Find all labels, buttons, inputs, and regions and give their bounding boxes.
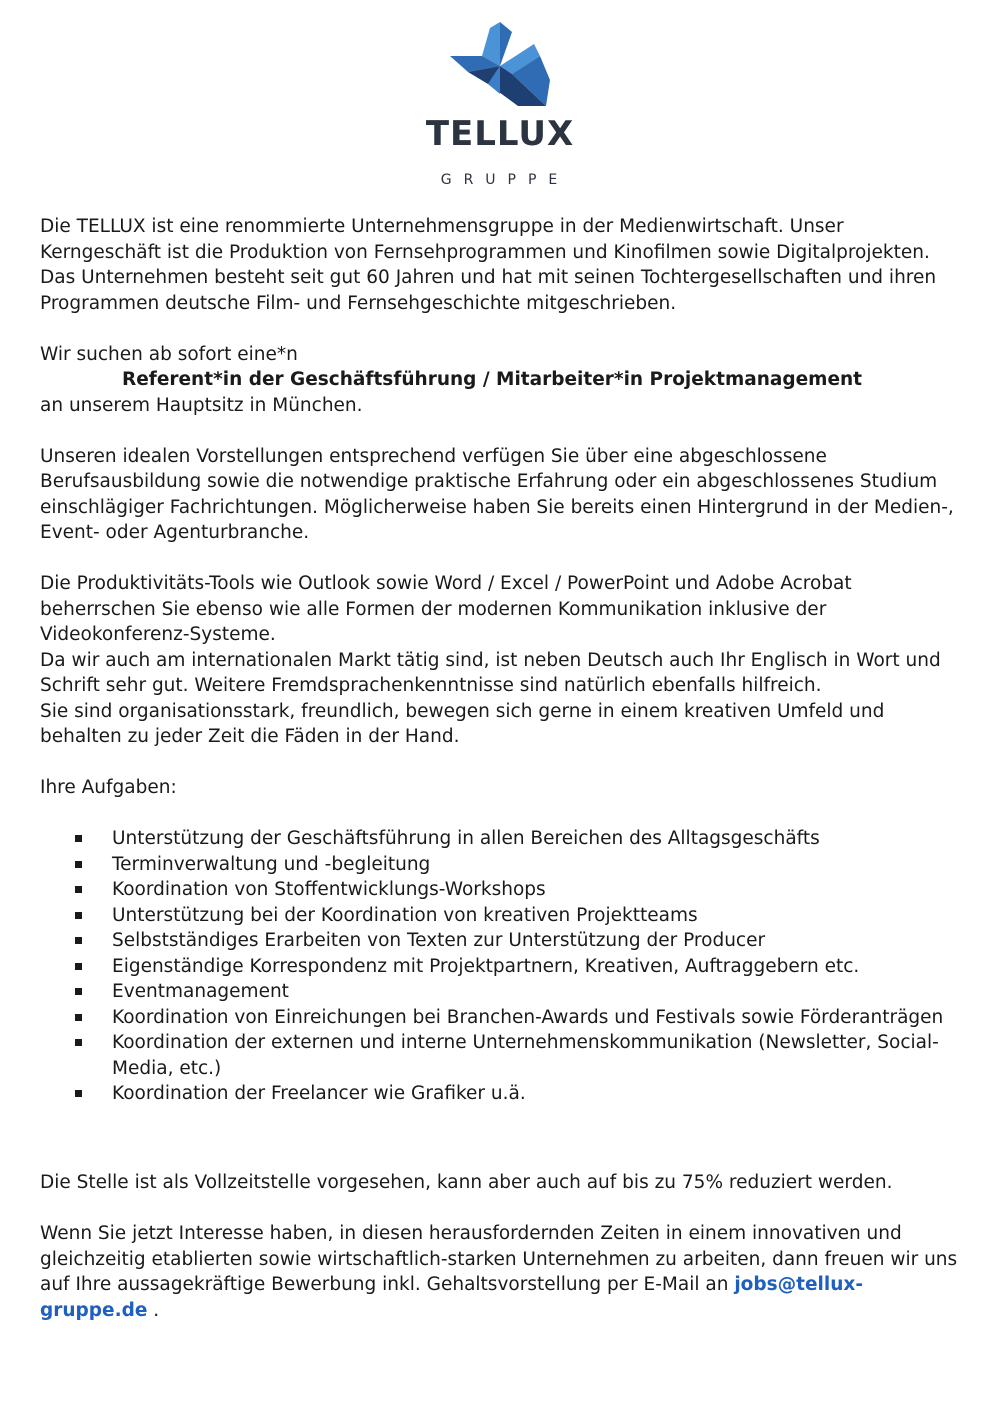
tellux-logo-mark-icon bbox=[442, 22, 558, 108]
logo-subtitle: GRUPPE bbox=[440, 172, 570, 188]
intro-paragraph-2: Das Unternehmen besteht seit gut 60 Jahren und hat mit seinen Tochtergesellschaften und ihren Programmen deutsche Film- und Fernsehgeschichte mitgeschrieben. bbox=[40, 267, 937, 314]
list-item bbox=[40, 826, 970, 852]
list-item bbox=[40, 877, 970, 903]
bullet-icon bbox=[75, 937, 82, 944]
task-text: Unterstützung der Geschäftsführung in allen Bereichen des Alltagsgeschäfts bbox=[112, 828, 820, 849]
bullet-icon bbox=[75, 1039, 82, 1046]
list-item bbox=[40, 903, 970, 929]
task-text: Koordination von Stoffentwicklungs-Workshops bbox=[112, 879, 546, 900]
bullet-icon bbox=[75, 835, 82, 842]
list-item bbox=[40, 1005, 970, 1031]
task-text: Eventmanagement bbox=[112, 981, 289, 1002]
position-location: an unserem Hauptsitz in München. bbox=[40, 394, 363, 416]
list-item bbox=[40, 928, 970, 954]
logo-wordmark: TELLUX bbox=[425, 114, 575, 154]
tellux-logo bbox=[420, 22, 580, 188]
intro-paragraph-1: Die TELLUX ist eine renommierte Unternehmensgruppe in der Medienwirtschaft. Unser Kerngeschäft ist die Produktion von Fernsehprogrammen und Kinofilmen sowie Digitalprojekten. bbox=[40, 216, 930, 263]
list-item bbox=[40, 1081, 970, 1107]
spacer bbox=[40, 1107, 970, 1145]
position-title: Referent*in der Geschäftsführung / Mitarbeiter*in Projektmanagement bbox=[122, 369, 862, 390]
tasks-heading: Ihre Aufgaben: bbox=[40, 777, 177, 798]
list-item bbox=[40, 852, 970, 878]
closing-end: . bbox=[147, 1299, 160, 1321]
bullet-icon bbox=[75, 1014, 82, 1021]
tasks-list bbox=[40, 826, 970, 1107]
profile-paragraph-4: Sie sind organisationsstark, freundlich, bewegen sich gerne in einem kreativen Umfeld und behalten zu jeder Zeit die Fäden in der Hand. bbox=[40, 700, 885, 747]
task-text: Eigenständige Korrespondenz mit Projektpartnern, Kreativen, Auftraggebern etc. bbox=[112, 955, 860, 977]
closing-text: Wenn Sie jetzt Interesse haben, in diesen herausfordernden Zeiten in einem innovativen und gleichzeitig etablierten sowie wirtschaftlich-starken Unternehmen zu arbeiten, dann freuen wir uns auf Ihre aussagekräftige Bewerbung inkl. Gehaltsvorstellung per E-Mail an bbox=[40, 1223, 958, 1295]
spacer bbox=[40, 801, 970, 827]
spacer bbox=[40, 316, 970, 342]
task-text: Koordination von Einreichungen bei Branchen-Awards und Festivals sowie Förderanträgen bbox=[112, 1006, 944, 1028]
closing-paragraph-1: Die Stelle ist als Vollzeitstelle vorgesehen, kann aber auch auf bis zu 75% reduziert werden. bbox=[40, 1172, 893, 1193]
spacer bbox=[40, 418, 970, 444]
task-text: Koordination der Freelancer wie Grafiker u.ä. bbox=[112, 1083, 526, 1104]
task-text: Unterstützung bei der Koordination von kreativen Projektteams bbox=[112, 904, 698, 926]
spacer bbox=[40, 1196, 970, 1222]
profile-paragraph-2: Die Produktivitäts-Tools wie Outlook sowie Word / Excel / PowerPoint und Adobe Acrobat beherrschen Sie ebenso wie alle Formen der modernen Kommunikation inklusive der Videokonferenz-Systeme. bbox=[40, 573, 852, 645]
profile-paragraph-1: Unseren idealen Vorstellungen entsprechend verfügen Sie über eine abgeschlossene Berufsausbildung sowie die notwendige praktische Erfahrung oder ein abgeschlossenes Studium einschlägiger Fachrichtungen. Möglicherweise haben Sie bereits einen Hintergrund in der Medien-, Event- oder Agenturbranche. bbox=[40, 445, 954, 543]
task-text: Koordination der externen und interne Unternehmenskommunikation (Newsletter, Social-Media, etc.) bbox=[112, 1032, 939, 1079]
email-link[interactable]: jobs@tellux-gruppe.de bbox=[40, 1274, 864, 1321]
job-posting bbox=[40, 214, 970, 1323]
task-text: Selbstständiges Erarbeiten von Texten zur Unterstützung der Producer bbox=[112, 930, 766, 951]
position-lead: Wir suchen ab sofort eine*n bbox=[40, 343, 298, 365]
spacer bbox=[40, 546, 970, 572]
bullet-icon bbox=[75, 886, 82, 893]
bullet-icon bbox=[75, 963, 82, 970]
closing-paragraph-2 bbox=[40, 1221, 970, 1323]
spacer bbox=[40, 1145, 970, 1171]
list-item bbox=[40, 979, 970, 1005]
spacer bbox=[40, 750, 970, 776]
list-item bbox=[40, 1030, 970, 1081]
bullet-icon bbox=[75, 988, 82, 995]
profile-paragraph-3: Da wir auch am internationalen Markt tätig sind, ist neben Deutsch auch Ihr Englisch in Wort und Schrift sehr gut. Weitere Fremdsprachenkenntnisse sind natürlich ebenfalls hilfreich. bbox=[40, 649, 941, 696]
bullet-icon bbox=[75, 912, 82, 919]
task-text: Terminverwaltung und -begleitung bbox=[112, 853, 431, 875]
bullet-icon bbox=[75, 1090, 82, 1097]
bullet-icon bbox=[75, 861, 82, 868]
list-item bbox=[40, 954, 970, 980]
